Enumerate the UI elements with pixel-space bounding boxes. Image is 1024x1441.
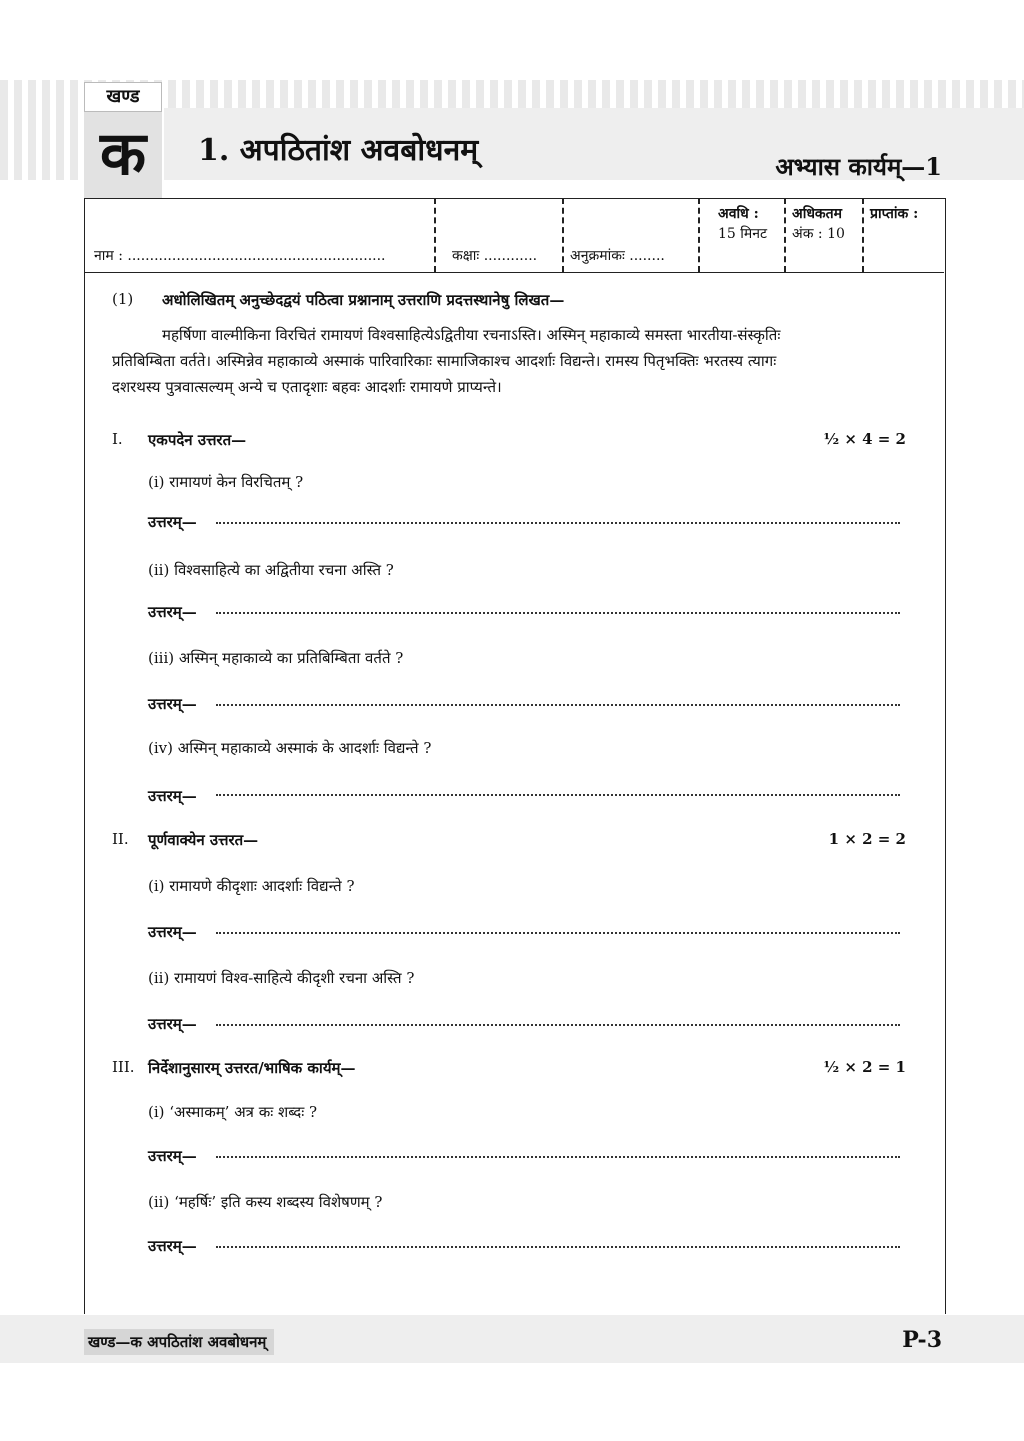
page-number: P-3 <box>902 1327 942 1353</box>
answer-line[interactable] <box>216 704 900 706</box>
question-item: (ii) रामायणं विश्व-साहित्ये कीदृशी रचना अस्ति ? <box>148 969 415 987</box>
max-marks-value: अंक : 10 <box>792 226 845 242</box>
answer-line[interactable] <box>216 612 900 614</box>
section-numeral: I. <box>112 430 123 448</box>
section-marks: ½ × 2 = 1 <box>823 1058 906 1076</box>
exercise-label: अभ्यास कार्यम्—1 <box>775 152 942 181</box>
question-item: (ii) विश्वसाहित्ये का अद्वितीया रचना अस्ति ? <box>148 561 394 579</box>
question-item: (i) रामायणे कीदृशाः आदर्शाः विद्यन्ते ? <box>148 877 355 895</box>
section-marks: ½ × 4 = 2 <box>823 430 906 448</box>
answer-label: उत्तरम्— <box>148 1237 197 1255</box>
duration-label: अवधि : <box>718 206 759 222</box>
question-instruction: अधोलिखितम् अनुच्छेदद्वयं पठित्वा प्रश्नानाम् उत्तराणि प्रदत्तस्थानेषु लिखत— <box>162 291 565 309</box>
section-title: पूर्णवाक्येन उत्तरत— <box>148 831 259 849</box>
question-item: (iv) अस्मिन् महाकाव्ये अस्माकं के आदर्शाः विद्यन्ते ? <box>148 739 432 757</box>
section-numeral: II. <box>112 830 129 848</box>
answer-label: उत्तरम्— <box>148 1147 197 1165</box>
roll-field[interactable]: अनुक्रमांकः ........ <box>570 248 665 264</box>
max-marks-label: अधिकतम <box>792 206 843 222</box>
chapter-title: 1. अपठितांश अवबोधनम् <box>198 133 479 168</box>
question-item: (ii) ‘महर्षिः’ इति कस्य शब्दस्य विशेषणम् ? <box>148 1193 383 1211</box>
answer-line[interactable] <box>216 1156 900 1158</box>
duration-value: 15 मिनट <box>718 226 768 242</box>
answer-line[interactable] <box>216 1024 900 1026</box>
footer-section-tag: खण्ड—क अपठितांश अवबोधनम् <box>84 1329 274 1355</box>
section-title: एकपदेन उत्तरत— <box>148 431 247 449</box>
section-marks: 1 × 2 = 2 <box>828 830 906 848</box>
answer-label: उत्तरम्— <box>148 923 197 941</box>
class-field[interactable]: कक्षाः ............ <box>452 248 538 264</box>
question-item: (i) रामायणं केन विरचितम् ? <box>148 473 304 491</box>
section-letter: क <box>84 112 162 198</box>
answer-label: उत्तरम्— <box>148 695 197 713</box>
section-numeral: III. <box>112 1058 135 1076</box>
student-info-row <box>84 198 944 273</box>
passage-line: महर्षिणा वाल्मीकिना विरचितं रामायणं विश्वसाहित्येऽद्वितीया रचनाऽस्ति। अस्मिन् महाकाव्ये समस्ता भारतीया-संस्कृतिः <box>162 326 781 344</box>
answer-line[interactable] <box>216 522 900 524</box>
passage-line: प्रतिबिम्बिता वर्तते। अस्मिन्नेव महाकाव्ये अस्माकं पारिवारिकाः सामाजिकाश्च आदर्शाः विद्यन्ते। रामस्य पितृभक्तिः भरतस्य त्यागः <box>112 352 777 370</box>
answer-label: उत्तरम्— <box>148 1015 197 1033</box>
name-field[interactable]: नाम : .......................................................... <box>94 248 386 264</box>
question-item: (i) ‘अस्माकम्’ अत्र कः शब्दः ? <box>148 1103 318 1121</box>
answer-line[interactable] <box>216 932 900 934</box>
question-number: (1) <box>112 290 134 308</box>
page-footer <box>0 1315 1024 1363</box>
passage-line: दशरथस्य पुत्रवात्सल्यम् अन्ये च एतादृशाः बहवः आदर्शाः रामायणे प्राप्यन्ते। <box>112 378 502 396</box>
obtained-marks-field[interactable]: प्राप्तांक : <box>870 206 919 222</box>
section-label: खण्ड <box>84 82 162 112</box>
answer-label: उत्तरम्— <box>148 603 197 621</box>
answer-label: उत्तरम्— <box>148 513 197 531</box>
answer-line[interactable] <box>216 794 900 796</box>
question-item: (iii) अस्मिन् महाकाव्ये का प्रतिबिम्बिता वर्तते ? <box>148 649 404 667</box>
answer-label: उत्तरम्— <box>148 787 197 805</box>
section-title: निर्देशानुसारम् उत्तरत/भाषिक कार्यम्— <box>148 1059 356 1077</box>
answer-line[interactable] <box>216 1246 900 1248</box>
